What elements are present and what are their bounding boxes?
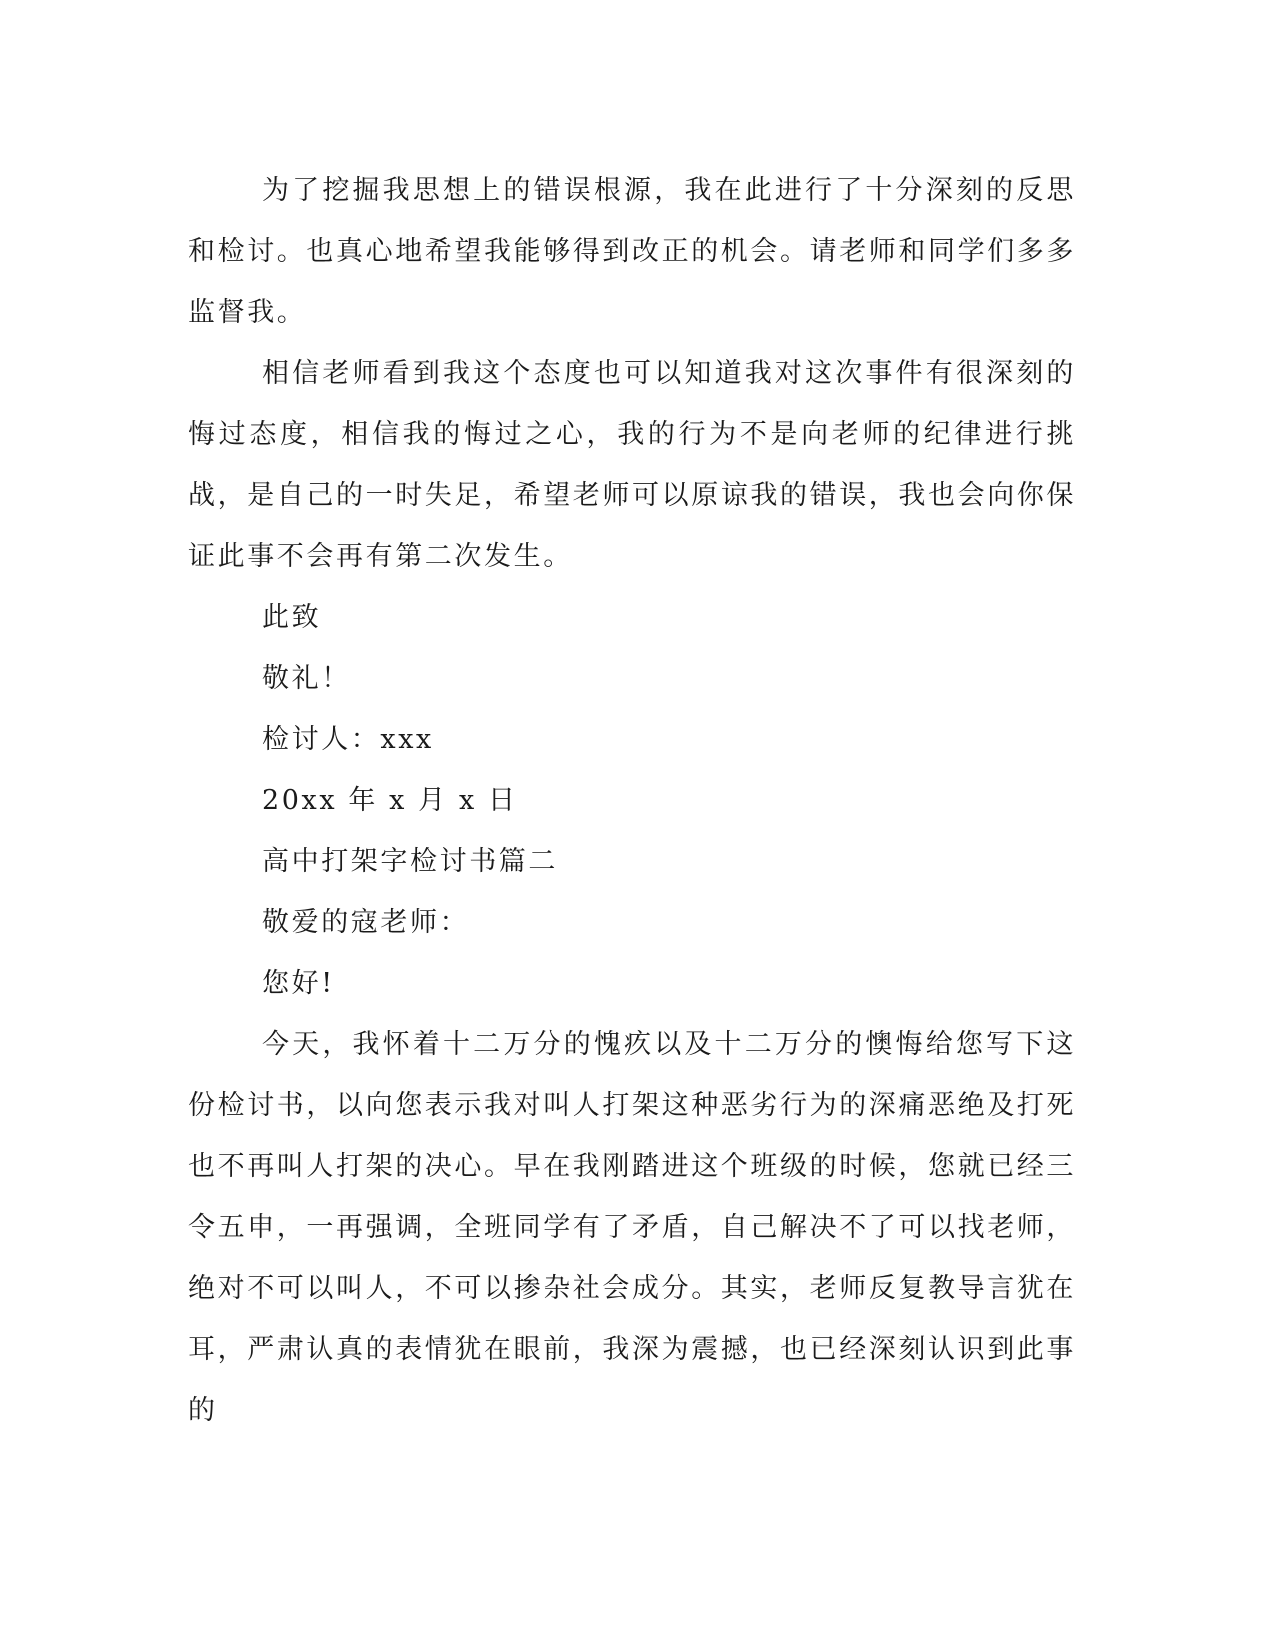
paragraph-repentance: 相信老师看到我这个态度也可以知道我对这次事件有很深刻的悔过态度，相信我的悔过之心，我的行为不是向老师的纪律进行挑战，是自己的一时失足，希望老师可以原谅我的错误，我也会向你保证此事不会再有第二次发生。 xyxy=(188,358,1076,572)
date-line: 20xx 年 x 月 x 日 xyxy=(262,785,518,816)
closing-jingli: 敬礼！ xyxy=(262,663,351,694)
salutation-line: 敬爱的寇老师： xyxy=(262,907,470,938)
signer-line: 检讨人：xxx xyxy=(262,724,434,755)
document-body xyxy=(188,160,1076,1441)
paragraph-apology: 今天，我怀着十二万分的愧疚以及十二万分的懊悔给您写下这份检讨书，以向您表示我对叫人打架这种恶劣行为的深痛恶绝及打死也不再叫人打架的决心。早在我刚踏进这个班级的时候，您就已经三令五申，一再强调，全班同学有了矛盾，自己解决不了可以找老师，绝对不可以叫人，不可以掺杂社会成分。其实，老师反复教导言犹在耳，严肃认真的表情犹在眼前，我深为震撼，也已经深刻认识到此事的 xyxy=(188,1029,1076,1426)
greeting-line: 您好! xyxy=(262,968,335,999)
section-title: 高中打架字检讨书篇二 xyxy=(262,846,558,877)
paragraph-reflection: 为了挖掘我思想上的错误根源，我在此进行了十分深刻的反思和检讨。也真心地希望我能够得到改正的机会。请老师和同学们多多监督我。 xyxy=(188,175,1076,328)
closing-cizhi: 此致 xyxy=(262,602,322,633)
